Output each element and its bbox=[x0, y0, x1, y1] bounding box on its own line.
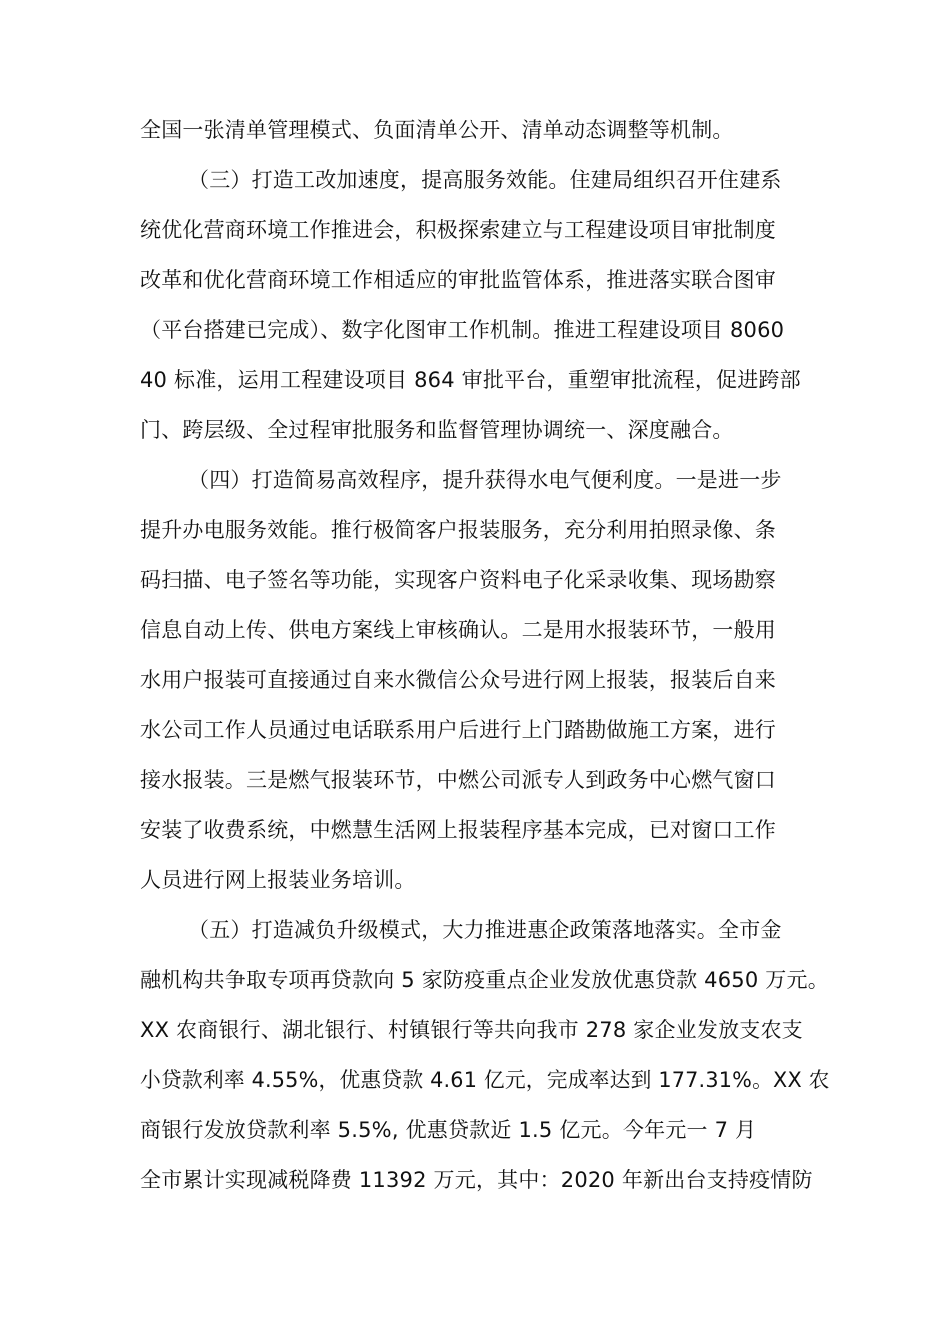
paragraph-line: XX 农商银行、湖北银行、村镇银行等共向我市 278 家企业发放支农支 bbox=[140, 1018, 803, 1042]
paragraph-line: 40 标准，运用工程建设项目 864 审批平台，重塑审批流程，促进跨部 bbox=[140, 368, 801, 392]
paragraph-line: 全市累计实现减税降费 11392 万元，其中：2020 年新出台支持疫情防 bbox=[140, 1168, 813, 1192]
paragraph-line: 融机构共争取专项再贷款向 5 家防疫重点企业发放优惠贷款 4650 万元。 bbox=[140, 968, 829, 992]
paragraph-line: 信息自动上传、供电方案线上审核确认。二是用水报装环节，一般用 bbox=[140, 618, 776, 642]
paragraph-line: 统优化营商环境工作推进会，积极探索建立与工程建设项目审批制度 bbox=[140, 218, 776, 242]
paragraph-line: 人员进行网上报装业务培训。 bbox=[140, 868, 416, 892]
paragraph-line: （平台搭建已完成）、数字化图审工作机制。推进工程建设项目 8060 bbox=[140, 318, 785, 342]
paragraph-line: 安装了收费系统，中燃慧生活网上报装程序基本完成，已对窗口工作 bbox=[140, 818, 776, 842]
paragraph-line: 水用户报装可直接通过自来水微信公众号进行网上报装，报装后自来 bbox=[140, 668, 776, 692]
paragraph-line: 改革和优化营商环境工作相适应的审批监管体系，推进落实联合图审 bbox=[140, 268, 776, 292]
paragraph-line: 门、跨层级、全过程审批服务和监督管理协调统一、深度融合。 bbox=[140, 418, 734, 442]
paragraph-line: （五）打造减负升级模式，大力推进惠企政策落地落实。全市金 bbox=[188, 918, 782, 942]
paragraph-line: 水公司工作人员通过电话联系用户后进行上门踏勘做施工方案，进行 bbox=[140, 718, 776, 742]
paragraph-line: 小贷款利率 4.55%，优惠贷款 4.61 亿元，完成率达到 177.31%。XX 农 bbox=[140, 1068, 830, 1092]
paragraph-line: 码扫描、电子签名等功能，实现客户资料电子化采录收集、现场勘察 bbox=[140, 568, 776, 592]
paragraph-line: 接水报装。三是燃气报装环节，中燃公司派专人到政务中心燃气窗口 bbox=[140, 768, 776, 792]
paragraph-line: （四）打造简易高效程序，提升获得水电气便利度。一是进一步 bbox=[188, 468, 782, 492]
paragraph-line: 提升办电服务效能。推行极简客户报装服务，充分利用拍照录像、条 bbox=[140, 518, 776, 542]
paragraph-line: 全国一张清单管理模式、负面清单公开、清单动态调整等机制。 bbox=[140, 118, 734, 142]
paragraph-line: 商银行发放贷款利率 5.5%, 优惠贷款近 1.5 亿元。今年元一 7 月 bbox=[140, 1118, 757, 1142]
paragraph-line: （三）打造工改加速度，提高服务效能。住建局组织召开住建系 bbox=[188, 168, 782, 192]
